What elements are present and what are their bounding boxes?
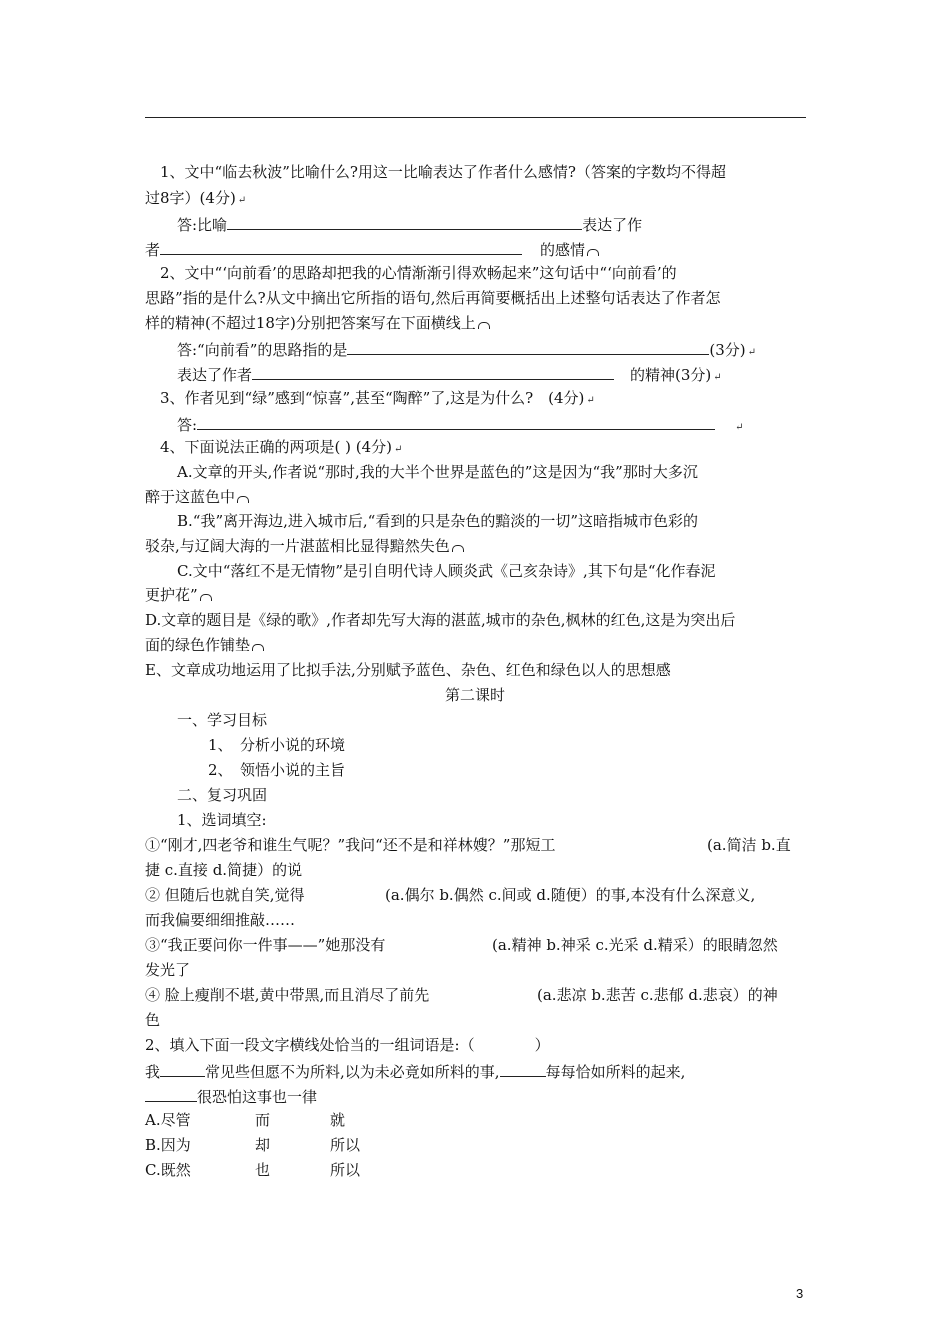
option-c-word3: 所以 — [330, 1161, 361, 1179]
q2-answer-line2: 表达了作者 的精神(3分) ↵ — [177, 363, 722, 388]
q4-optC-line2: 更护花” — [145, 585, 212, 605]
fill-item-3-cont: 发光了 — [145, 961, 191, 979]
fill-heading: 1、选词填空: — [177, 811, 267, 829]
answer-blank[interactable] — [252, 363, 614, 380]
option-b-word2: 却 — [255, 1136, 271, 1154]
fill-blank[interactable] — [500, 1060, 546, 1077]
paragraph-mark-icon — [587, 249, 599, 256]
fill-item-1-options: (a.简洁 b.直 — [707, 836, 791, 854]
option-c-word1: C.既然 — [145, 1161, 191, 1179]
q2-line2: 思路”指的是什么?从文中摘出它所指的语句,然后再简要概括出上述整句话表达了作者怎 — [145, 289, 721, 307]
review-heading: 二、复习巩固 — [177, 786, 268, 804]
q4-optC-line1: C.文中“落红不是无情物”是引自明代诗人顾炎武《己亥杂诗》,其下句是“化作春泥 — [177, 562, 716, 580]
option-b-word3: 所以 — [330, 1136, 361, 1154]
paragraph-mark-icon — [478, 322, 490, 329]
answer-blank[interactable] — [197, 413, 715, 430]
paragraph-mark-icon — [252, 644, 264, 651]
q4-optA-line2: 醉于这蓝色中 — [145, 487, 249, 507]
section-title: 第二课时 — [444, 686, 505, 704]
q1-line1: 1、文中“临去秋波”比喻什么?用这一比喻表达了作者什么感情?（答案的字数均不得超 — [160, 163, 726, 181]
fill-item-4-cont: 色 — [145, 1011, 161, 1029]
goals-heading: 一、学习目标 — [177, 711, 268, 729]
q4-optD-line1: D.文章的题目是《绿的歌》,作者却先写大海的湛蓝,城市的杂色,枫林的红色,这是为突出后 — [145, 611, 736, 629]
fill-item-1: ①“刚才,四老爷和谁生气呢？”我问“还不是和祥林嫂？”那短工 — [145, 836, 556, 854]
q2-line1: 2、文中“‘向前看’的思路却把我的心情渐渐引得欢畅起来”这句话中“‘向前看’的 — [160, 264, 677, 282]
page-number: 3 — [796, 1286, 804, 1301]
answer-blank[interactable] — [227, 213, 582, 230]
q2-fill-text-cont: 很恐怕这事也一律 — [145, 1085, 317, 1107]
option-c-word2: 也 — [255, 1161, 271, 1179]
option-a-word2: 而 — [255, 1111, 271, 1129]
q2-answer-line1: 答:“向前看”的思路指的是 (3分) ↵ — [177, 338, 756, 363]
paragraph-mark-icon — [200, 594, 212, 601]
q2-fill-text: 我 常见些但愿不为所料,以为未必竟如所料的事, 每每恰如所料的起来, — [145, 1060, 685, 1082]
paragraph-mark-icon — [237, 496, 249, 503]
q1-answer-line1: 答:比喻 表达了作 — [177, 213, 642, 235]
fill-item-3-options: (a.精神 b.神采 c.光采 d.精采）的眼睛忽然 — [492, 936, 778, 954]
fill-item-2-cont: 而我偏要细细推敲…… — [145, 911, 296, 929]
fill-blank[interactable] — [145, 1085, 197, 1102]
fill-item-2-options: (a.偶尔 b.偶然 c.间或 d.随便）的事,本没有什么深意义, — [385, 886, 756, 904]
q2-line3: 样的精神(不超过18字)分别把答案写在下面横线上 — [145, 313, 490, 333]
header-rule — [145, 117, 806, 118]
q4-optE-line1: E、文章成功地运用了比拟手法,分别赋予蓝色、杂色、红色和绿色以人的思想感 — [145, 661, 671, 679]
q4-optA-line1: A.文章的开头,作者说“那时,我的大半个世界是蓝色的”这是因为“我”那时大多沉 — [177, 463, 698, 481]
q3-answer-line: 答: ↵ — [177, 413, 743, 438]
q2-fill-question: 2、填入下面一段文字横线处恰当的一组词语是:（ ） — [145, 1036, 550, 1054]
fill-item-4: ④ 脸上瘦削不堪,黄中带黑,而且消尽了前先 — [145, 986, 430, 1004]
fill-item-1-cont: 捷 c.直接 d.简捷）的说 — [145, 861, 303, 879]
fill-item-2: ② 但随后也就自笑,觉得 — [145, 886, 305, 904]
goal-item: 1、 分析小说的环境 — [208, 736, 346, 754]
fill-blank[interactable] — [160, 1060, 205, 1077]
q4-line1: 4、下面说法正确的两项是( ) (4分) ↵ — [160, 438, 403, 456]
q4-optD-line2: 面的绿色作铺垫 — [145, 635, 264, 655]
q4-optB-line2: 驳杂,与辽阔大海的一片湛蓝相比显得黯然失色 — [145, 536, 464, 556]
q4-optB-line1: B.“我”离开海边,进入城市后,“看到的只是杂色的黯淡的一切”这暗指城市色彩的 — [177, 512, 699, 530]
option-b-word1: B.因为 — [145, 1136, 191, 1154]
option-a-word1: A.尽管 — [145, 1111, 191, 1129]
answer-blank[interactable] — [347, 338, 709, 355]
answer-blank[interactable] — [160, 238, 522, 255]
q1-answer-line2: 者 的感情 — [145, 238, 599, 260]
q3-line1: 3、作者见到“绿”感到“惊喜”,甚至“陶醉”了,这是为什么? (4分) ↵ — [160, 389, 595, 407]
q1-line2: 过8字）(4分) ↵ — [145, 189, 247, 207]
paragraph-mark-icon — [452, 545, 464, 552]
option-a-word3: 就 — [330, 1111, 346, 1129]
fill-item-4-options: (a.悲凉 b.悲苦 c.悲郁 d.悲哀）的神 — [537, 986, 778, 1004]
fill-item-3: ③“我正要问你一件事——”她那没有 — [145, 936, 386, 954]
goal-item: 2、 领悟小说的主旨 — [208, 761, 346, 779]
